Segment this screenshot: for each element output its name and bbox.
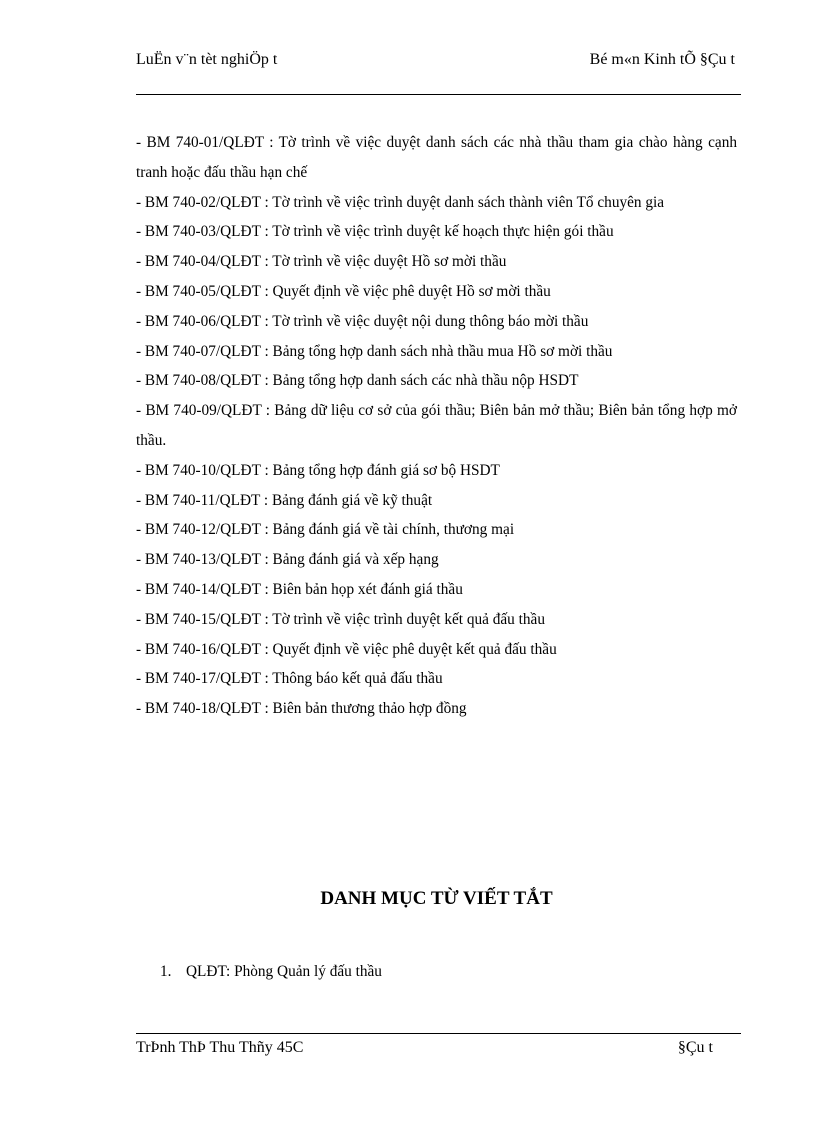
form-list [136, 128, 737, 724]
abbreviation-item [160, 958, 382, 986]
list-item: - BM 740-02/QLĐT : Tờ trình về việc trình duyệt danh sách thành viên Tổ chuyên gia [136, 193, 665, 211]
list-item: - BM 740-08/QLĐT : Bảng tổng hợp danh sách các nhà thầu nộp HSDT [136, 372, 579, 390]
list-item: - BM 740-10/QLĐT : Bảng tổng hợp đánh giá sơ bộ HSDT [136, 461, 500, 479]
footer-author: TrÞnh ThÞ Thu Thñy 45C [136, 1039, 304, 1056]
list-item: - BM 740-01/QLĐT : Tờ trình về việc duyệt danh sách các nhà thầu tham gia chào hàng cạnh tranh hoặc đấu thầu hạn chế [136, 134, 737, 181]
list-item: - BM 740-07/QLĐT : Bảng tổng hợp danh sách nhà thầu mua Hồ sơ mời thầu [136, 342, 613, 360]
list-item: - BM 740-12/QLĐT : Bảng đánh giá về tài chính, thương mại [136, 521, 515, 539]
list-item: - BM 740-13/QLĐT : Bảng đánh giá và xếp hạng [136, 551, 439, 569]
list-item: - BM 740-03/QLĐT : Tờ trình về việc trình duyệt kế hoạch thực hiện gói thầu [136, 223, 614, 241]
header-department: Bé m«n Kinh tÕ §Çu t [589, 51, 735, 68]
list-item: - BM 740-14/QLĐT : Biên bản họp xét đánh giá thầu [136, 580, 463, 598]
list-item: - BM 740-04/QLĐT : Tờ trình về việc duyệt Hồ sơ mời thầu [136, 253, 507, 271]
abbreviation-list [160, 958, 382, 986]
abbreviation-number: 1. [160, 963, 172, 980]
list-item: - BM 740-15/QLĐT : Tờ trình về việc trình duyệt kết quả đấu thầu [136, 610, 545, 628]
section-heading: DANH MỤC TỪ VIẾT TẮT [320, 888, 553, 909]
abbreviation-text: QLĐT: Phòng Quản lý đấu thầu [186, 963, 382, 980]
footer-subject: §Çu t [677, 1039, 713, 1056]
list-item: - BM 740-06/QLĐT : Tờ trình về việc duyệt nội dung thông báo mời thầu [136, 312, 589, 330]
list-item: - BM 740-11/QLĐT : Bảng đánh giá về kỹ thuật [136, 491, 433, 509]
list-item: - BM 740-05/QLĐT : Quyết định về việc phê duyệt Hồ sơ mời thầu [136, 282, 551, 300]
list-item: - BM 740-16/QLĐT : Quyết định về việc phê duyệt kết quả đấu thầu [136, 640, 557, 658]
list-item: - BM 740-18/QLĐT : Biên bản thương thảo hợp đồng [136, 700, 467, 718]
list-item: - BM 740-17/QLĐT : Thông báo kết quả đấu thầu [136, 670, 443, 688]
page-footer [136, 1033, 741, 1056]
list-item: - BM 740-09/QLĐT : Bảng dữ liệu cơ sở của gói thầu; Biên bản mở thầu; Biên bản tổng hợp mở thầu. [136, 402, 737, 449]
page-header [136, 50, 741, 95]
header-thesis-title: LuËn v¨n tèt nghiÖp t [136, 51, 278, 68]
